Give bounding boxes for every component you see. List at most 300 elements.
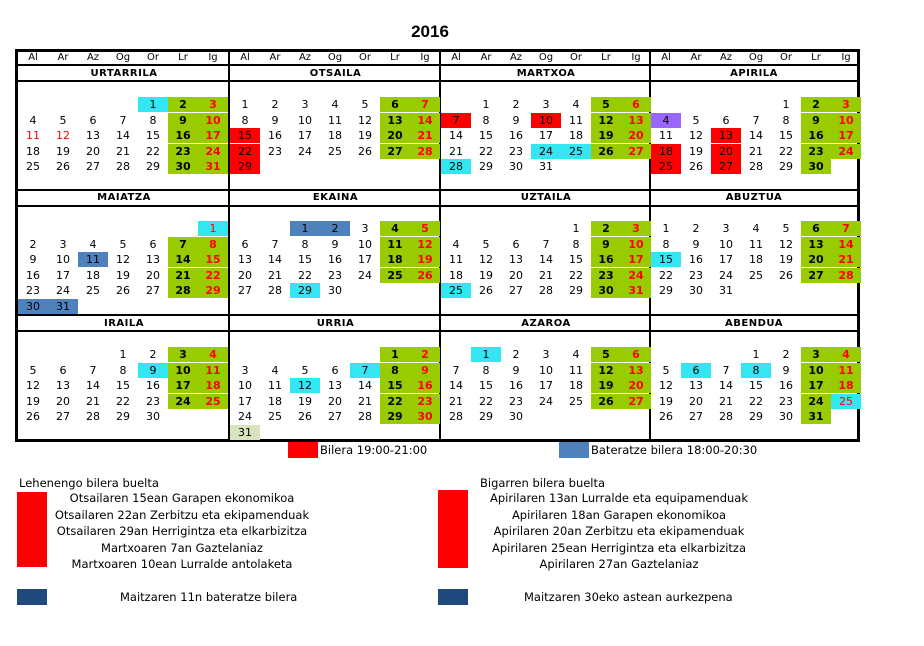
weekday-header: Or [780,52,792,63]
weekday-header: Lr [601,52,611,63]
legend-blue-swatch [559,442,589,458]
calendar-day: 2 [149,348,157,361]
calendar-day: 27 [56,410,70,424]
month-name: URTARRILA [90,68,158,79]
calendar-day: 3 [241,363,249,377]
calendar-day: 7 [168,237,198,252]
calendar-day: 14 [449,129,463,143]
calendar-day: 11 [198,363,228,378]
calendar-day: 15 [230,128,260,143]
calendar-day: 24 [719,268,733,282]
calendar-day: 14 [831,237,861,252]
calendar-day: 15 [749,379,763,393]
calendar-day: 23 [689,268,703,282]
calendar-day: 26 [298,410,312,424]
calendar-day: 21 [116,144,130,158]
calendar-day: 6 [149,237,157,251]
calendar-day: 18 [569,379,583,393]
calendar-day: 26 [26,410,40,424]
calendar-day: 7 [89,363,97,377]
calendar-day: 1 [572,222,580,235]
calendar-day: 28 [749,160,763,174]
calendar-day: 30 [509,410,523,424]
calendar-day: 18 [831,378,861,393]
calendar-day: 1 [482,98,490,111]
calendar-day: 17 [719,253,733,267]
calendar-day: 31 [198,159,228,174]
meeting-item: Apirilaren 25ean Herrigintza eta elkarbizitza [491,540,747,555]
calendar-day: 23 [168,144,198,159]
calendar-day: 13 [801,237,831,252]
calendar-day: 12 [591,113,621,128]
weekday-header: Ig [420,52,430,63]
calendar-day: 11 [569,113,583,127]
meeting-item: Apirilaren 27an Gaztelaniaz [539,557,699,571]
calendar-day: 6 [59,363,67,377]
calendar-day: 21 [358,394,372,408]
calendar-day: 5 [29,363,37,377]
calendar-day: 15 [298,253,312,267]
calendar-day: 3 [198,97,228,112]
calendar-day: 21 [749,144,763,158]
calendar-day: 25 [561,144,591,159]
calendar-day: 24 [358,268,372,282]
calendar-day: 30 [146,410,160,424]
calendar-day: 25 [441,283,471,298]
calendar-day: 16 [509,129,523,143]
first-round-blue-item: Maitzaren 11n bateratze bilera [120,590,298,604]
calendar-day: 27 [801,268,831,283]
weekday-header: Az [719,52,733,63]
calendar-day: 28 [410,144,440,159]
calendar-day: 21 [539,268,553,282]
calendar-day: 5 [410,221,440,236]
calendar-day: 1 [782,98,790,111]
calendar-day: 18 [198,378,228,393]
calendar-day: 10 [531,113,561,128]
calendar-day: 20 [56,394,70,408]
calendar-day: 10 [56,253,70,267]
calendar-day: 28 [449,410,463,424]
calendar-day: 11 [831,363,861,378]
weekday-header: Ig [841,52,851,63]
calendar-day: 25 [831,394,861,409]
month-name: URRIA [316,318,355,329]
calendar-day: 24 [298,144,312,158]
calendar-day: 9 [410,363,440,378]
calendar-day: 31 [48,299,78,314]
calendar-day: 11 [268,379,282,393]
calendar-day: 12 [358,113,372,127]
calendar-day: 23 [801,144,831,159]
calendar-day: 29 [479,160,493,174]
calendar-day: 13 [621,363,651,378]
calendar-day: 14 [268,253,282,267]
calendar-day: 22 [298,268,312,282]
calendar-day: 4 [380,221,410,236]
calendar-day: 15 [651,252,681,267]
calendar-day: 1 [119,348,127,361]
calendar-day: 23 [509,394,523,408]
calendar-day: 28 [86,410,100,424]
calendar-day: 21 [719,394,733,408]
calendar-day: 27 [621,394,651,409]
calendar-day: 6 [241,237,249,251]
calendar-day: 9 [331,237,339,251]
calendar-day: 13 [689,379,703,393]
calendar-day: 8 [482,113,490,127]
calendar-day: 9 [168,113,198,128]
calendar-day: 6 [89,113,97,127]
calendar-day: 2 [271,98,279,111]
calendar-day: 18 [268,394,282,408]
calendar-day: 10 [298,113,312,127]
second-round-blue-swatch [438,589,468,605]
weekday-header: Ar [57,52,69,63]
calendar-day: 7 [350,363,380,378]
calendar-day: 3 [722,222,730,235]
calendar-day: 24 [831,144,861,159]
calendar-day: 10 [719,237,733,251]
calendar-day: 7 [752,113,760,127]
calendar-day: 25 [380,268,410,283]
calendar-year-title: 2016 [411,22,449,41]
calendar-day: 11 [659,129,673,143]
calendar-day: 11 [78,252,108,267]
second-round-red-bar [438,490,468,568]
calendar-day: 30 [779,410,793,424]
calendar-day: 16 [146,379,160,393]
calendar-day: 16 [268,129,282,143]
calendar-day: 23 [509,144,523,158]
calendar-day: 26 [358,144,372,158]
calendar-day: 15 [569,253,583,267]
calendar-day: 6 [621,97,651,112]
calendar-day: 27 [238,284,252,298]
calendar-day: 8 [241,113,249,127]
calendar-day: 25 [569,394,583,408]
calendar-day: 17 [298,129,312,143]
calendar-day: 16 [509,379,523,393]
meeting-item: Apirilaren 18an Garapen ekonomikoa [511,507,727,522]
calendar-day: 21 [168,268,198,283]
calendar-day: 7 [119,113,127,127]
calendar-day: 28 [268,284,282,298]
calendar-day: 5 [59,113,67,127]
weekday-header: Lr [390,52,400,63]
calendar-day: 22 [146,144,160,158]
calendar-day: 5 [692,113,700,127]
calendar-day: 15 [198,252,228,267]
calendar-day: 30 [328,284,342,298]
weekday-header: Lr [811,52,821,63]
calendar-day: 11 [449,253,463,267]
calendar-day: 17 [831,128,861,143]
calendar-day: 13 [56,379,70,393]
calendar-day: 1 [380,347,410,362]
calendar-day: 31 [621,283,651,298]
calendar-day: 10 [539,363,553,377]
calendar-day: 16 [689,253,703,267]
calendar-day: 21 [831,252,861,267]
year-calendar-grid [15,49,860,442]
calendar-day: 9 [512,113,520,127]
calendar-day: 1 [138,97,168,112]
calendar-day: 8 [149,113,157,127]
calendar-day: 4 [572,98,580,111]
calendar-day: 22 [569,268,583,282]
calendar-day: 27 [86,160,100,174]
calendar-day: 17 [168,378,198,393]
calendar-day: 1 [662,222,670,235]
calendar-day: 6 [331,363,339,377]
calendar-day: 28 [539,284,553,298]
calendar-day: 12 [290,378,320,393]
calendar-day: 15 [479,129,493,143]
calendar-day: 2 [320,221,350,236]
calendar-day: 25 [268,410,282,424]
calendar-day: 27 [689,410,703,424]
calendar-day: 29 [569,284,583,298]
calendar-day: 26 [410,268,440,283]
calendar-day: 29 [230,159,260,174]
calendar-day: 7 [542,237,550,251]
weekday-header: Az [86,52,100,63]
calendar-day: 11 [749,237,763,251]
calendar-day: 2 [512,348,520,361]
calendar-day: 27 [621,144,651,159]
calendar-day: 19 [116,268,130,282]
calendar-day: 21 [449,144,463,158]
weekday-header: Ig [208,52,218,63]
calendar-day: 13 [380,113,410,128]
second-round-heading: Bigarren bilera buelta [480,476,606,490]
calendar-day: 5 [591,347,621,362]
calendar-day: 4 [831,347,861,362]
calendar-day: 17 [539,129,553,143]
calendar-day: 26 [479,284,493,298]
calendar-day: 19 [410,252,440,267]
calendar-day: 7 [722,363,730,377]
calendar-day: 18 [651,144,681,159]
calendar-day: 8 [741,363,771,378]
calendar-day: 28 [831,268,861,283]
calendar-day: 10 [238,379,252,393]
calendar-day: 22 [230,144,260,159]
calendar-day: 5 [119,237,127,251]
calendar-day: 26 [116,284,130,298]
calendar-day: 29 [198,283,228,298]
calendar-day: 9 [512,363,520,377]
meeting-item: Otsailaren 29an Herrigintza eta elkarbizitza [56,524,308,538]
calendar-day: 25 [26,160,40,174]
calendar-day: 2 [591,221,621,236]
weekday-header: Ar [690,52,702,63]
calendar-day: 20 [380,128,410,143]
calendar-day: 29 [479,410,493,424]
weekday-header: Og [115,52,131,63]
calendar-day: 13 [509,253,523,267]
month-name: APIRILA [730,68,778,79]
calendar-day: 9 [138,363,168,378]
calendar-day: 28 [116,160,130,174]
calendar-day: 13 [328,379,342,393]
calendar-day: 26 [659,410,673,424]
calendar-day: 3 [831,97,861,112]
calendar-day: 23 [591,268,621,283]
calendar-day: 25 [749,268,763,282]
legend-blue-label: Bateratze bilera 18:00-20:30 [591,443,758,457]
month-name: MARTXOA [516,68,576,79]
calendar-day: 30 [168,159,198,174]
calendar-day: 2 [692,222,700,235]
calendar-day: 1 [752,348,760,361]
calendar-day: 16 [328,253,342,267]
calendar-day: 26 [779,268,793,282]
calendar-day: 22 [779,144,793,158]
calendar-day: 19 [779,253,793,267]
calendar-day: 17 [238,394,252,408]
month-name: EKAINA [312,192,359,203]
calendar-day: 22 [198,268,228,283]
calendar-day: 3 [301,98,309,111]
calendar-day: 6 [512,237,520,251]
calendar-day: 19 [26,394,40,408]
calendar-day: 28 [441,159,471,174]
calendar-day: 18 [328,129,342,143]
calendar-day: 23 [410,394,440,409]
calendar-day: 14 [539,253,553,267]
calendar-day: 4 [651,113,681,128]
calendar-day: 6 [380,97,410,112]
weekday-header: Al [28,52,38,63]
calendar-day: 9 [271,113,279,127]
calendar-day: 10 [801,363,831,378]
calendar-day: 5 [361,98,369,111]
calendar-day: 4 [89,237,97,251]
calendar-day: 30 [509,160,523,174]
calendar-day: 18 [749,253,763,267]
calendar-day: 12 [410,237,440,252]
calendar-day: 27 [380,144,410,159]
calendar-day: 20 [711,144,741,159]
calendar-day: 19 [591,378,621,393]
calendar-day: 11 [26,129,40,143]
calendar-day: 30 [18,299,48,314]
calendar-day: 30 [689,284,703,298]
calendar-day: 24 [198,144,228,159]
calendar-day: 1 [290,221,320,236]
second-round-blue-item: Maitzaren 30eko astean aurkezpena [524,590,733,604]
weekday-header: Or [359,52,371,63]
calendar-day: 24 [531,144,561,159]
calendar-day: 15 [479,379,493,393]
calendar-day: 29 [749,410,763,424]
calendar-day: 17 [358,253,372,267]
calendar-day: 27 [328,410,342,424]
calendar-day: 25 [198,394,228,409]
calendar-day: 10 [831,113,861,128]
weekday-header: Ig [631,52,641,63]
calendar-day: 31 [230,425,260,440]
calendar-day: 14 [719,379,733,393]
calendar-day: 20 [689,394,703,408]
calendar-day: 14 [116,129,130,143]
meeting-item: Otsailaren 15ean Garapen ekonomikoa [69,491,295,505]
calendar-day: 16 [801,128,831,143]
calendar-day: 31 [539,160,553,174]
weekday-header: Ar [480,52,492,63]
month-name: ABUZTUA [725,192,783,203]
calendar-day: 11 [328,113,342,127]
calendar-day: 10 [621,237,651,252]
meeting-item: Martxoaren 7an Gaztelaniaz [101,540,263,555]
calendar-day: 21 [449,394,463,408]
weekday-header: Al [451,52,461,63]
calendar-day: 12 [479,253,493,267]
calendar-day: 18 [26,144,40,158]
calendar-day: 16 [779,379,793,393]
weekday-header: Lr [178,52,188,63]
calendar-day: 6 [801,221,831,236]
calendar-day: 14 [749,129,763,143]
calendar-day: 22 [749,394,763,408]
calendar-day: 20 [801,252,831,267]
calendar-day: 12 [591,363,621,378]
calendar-day: 12 [779,237,793,251]
calendar-day: 7 [271,237,279,251]
calendar-day: 8 [482,363,490,377]
calendar-day: 11 [380,237,410,252]
calendar-day: 8 [119,363,127,377]
calendar-day: 16 [410,378,440,393]
first-round-blue-swatch [17,589,47,605]
month-name: AZAROA [521,318,571,329]
calendar-day: 15 [146,129,160,143]
calendar-day: 24 [238,410,252,424]
calendar-day: 4 [452,237,460,251]
calendar-day: 11 [569,363,583,377]
calendar-day: 20 [238,268,252,282]
month-name: MAIATZA [97,192,151,203]
weekday-header: Az [509,52,523,63]
calendar-day: 3 [801,347,831,362]
calendar-day: 6 [681,363,711,378]
weekday-header: Or [570,52,582,63]
weekday-header: Or [147,52,159,63]
calendar-day: 3 [59,237,67,251]
calendar-day: 22 [479,144,493,158]
calendar-day: 28 [358,410,372,424]
calendar-day: 2 [512,98,520,111]
calendar-day: 16 [591,252,621,267]
calendar-day: 2 [168,97,198,112]
meeting-item: Martxoaren 10ean Lurralde antolaketa [71,557,293,571]
calendar-day: 24 [539,394,553,408]
calendar-day: 14 [358,379,372,393]
weekday-header: Ar [269,52,281,63]
calendar-day: 29 [116,410,130,424]
calendar-day: 19 [298,394,312,408]
calendar-day: 19 [591,128,621,143]
calendar-day: 4 [29,113,37,127]
calendar-day: 3 [542,348,550,361]
calendar-day: 1 [198,221,228,236]
row-divider [18,205,857,207]
calendar-day: 20 [86,144,100,158]
calendar-day: 31 [719,284,733,298]
calendar-day: 7 [410,97,440,112]
